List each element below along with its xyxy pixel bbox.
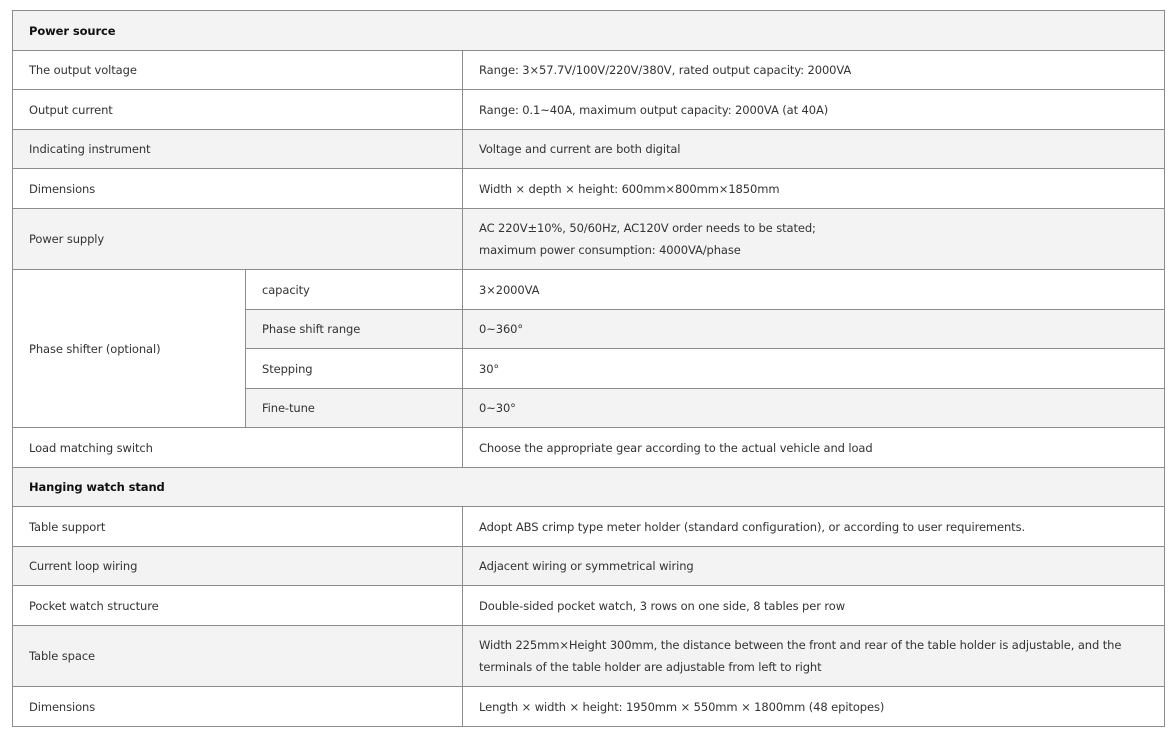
row-label: Phase shifter (optional) (13, 270, 246, 428)
value-line: AC 220V±10%, 50/60Hz, AC120V order needs to be stated; (479, 221, 816, 235)
row-label: Dimensions (13, 169, 463, 209)
value-line: Width 225mm×Height 300mm, the distance between the front and rear of the table holder is adjustable, and the (479, 638, 1122, 652)
table-row (13, 130, 1165, 169)
value-line: maximum power consumption: 4000VA/phase (479, 243, 741, 257)
spec-table (12, 10, 1165, 727)
sub-label: Stepping (246, 349, 463, 389)
row-label: Current loop wiring (13, 547, 463, 586)
table-row (13, 270, 1165, 310)
sub-label: Phase shift range (246, 310, 463, 349)
table-row (13, 507, 1165, 547)
row-label: Output current (13, 90, 463, 130)
table-row (13, 90, 1165, 130)
row-value (463, 209, 1165, 270)
table-row (13, 586, 1165, 626)
row-value: Adjacent wiring or symmetrical wiring (463, 547, 1165, 586)
row-value: Choose the appropriate gear according to the actual vehicle and load (463, 428, 1165, 468)
row-value: Range: 0.1~40A, maximum output capacity: 2000VA (at 40A) (463, 90, 1165, 130)
table-row (13, 209, 1165, 270)
section-heading: Hanging watch stand (13, 468, 1165, 507)
table-row (13, 687, 1165, 727)
row-value: 30° (463, 349, 1165, 389)
row-label: Dimensions (13, 687, 463, 727)
row-value: 0~30° (463, 389, 1165, 428)
table-row (13, 547, 1165, 586)
row-value: Range: 3×57.7V/100V/220V/380V, rated output capacity: 2000VA (463, 51, 1165, 90)
row-value: Length × width × height: 1950mm × 550mm × 1800mm (48 epitopes) (463, 687, 1165, 727)
row-label: Table support (13, 507, 463, 547)
section-row-hanging-watch-stand (13, 468, 1165, 507)
row-value: Voltage and current are both digital (463, 130, 1165, 169)
sub-label: capacity (246, 270, 463, 310)
table-row (13, 51, 1165, 90)
table-row (13, 169, 1165, 209)
row-value (463, 626, 1165, 687)
row-label: The output voltage (13, 51, 463, 90)
row-label: Indicating instrument (13, 130, 463, 169)
row-value: 0~360° (463, 310, 1165, 349)
row-value: Width × depth × height: 600mm×800mm×1850mm (463, 169, 1165, 209)
row-label: Power supply (13, 209, 463, 270)
section-row-power-source (13, 11, 1165, 51)
row-label: Pocket watch structure (13, 586, 463, 626)
row-value: 3×2000VA (463, 270, 1165, 310)
row-label: Table space (13, 626, 463, 687)
row-label: Load matching switch (13, 428, 463, 468)
table-row (13, 428, 1165, 468)
row-value: Double-sided pocket watch, 3 rows on one side, 8 tables per row (463, 586, 1165, 626)
section-heading: Power source (13, 11, 1165, 51)
value-line: terminals of the table holder are adjustable from left to right (479, 660, 822, 674)
sub-label: Fine-tune (246, 389, 463, 428)
row-value: Adopt ABS crimp type meter holder (standard configuration), or according to user requirements. (463, 507, 1165, 547)
table-row (13, 626, 1165, 687)
